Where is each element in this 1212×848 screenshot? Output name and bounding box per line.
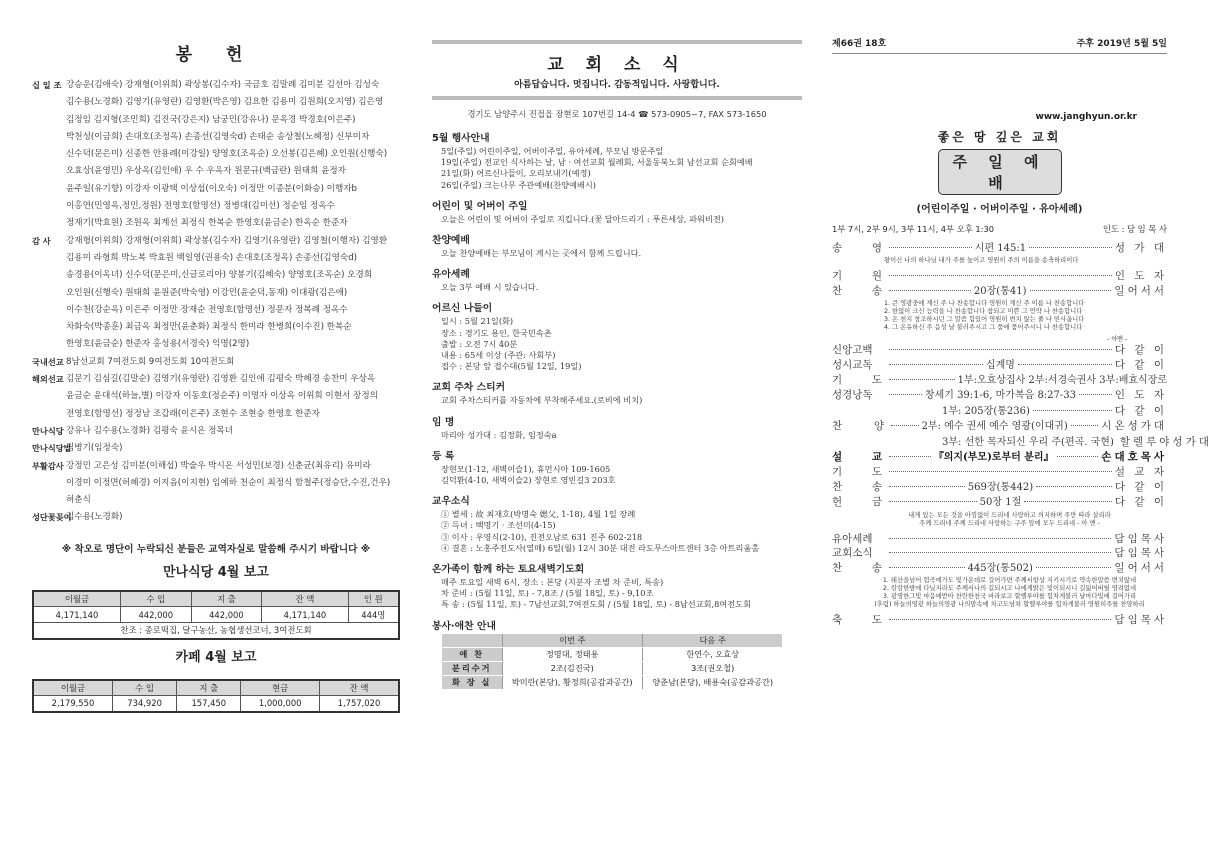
order-label-part: 성시교독	[832, 358, 873, 371]
order-content: 3부: 선한 목자되신 우리 주(편곡. 국현)	[942, 436, 1114, 448]
section-line: ② 득녀 : 백명기 · 조선미(4-15)	[441, 520, 556, 531]
report-header: 잔 액	[262, 591, 348, 607]
news-section	[432, 300, 802, 372]
order-item-prayer1	[832, 269, 1167, 283]
order-label	[832, 495, 886, 509]
order-of-worship	[832, 241, 1212, 627]
order-label	[832, 419, 888, 433]
order-label-part: 송	[871, 561, 882, 574]
section-heading: 어린이 및 어버이 주일	[432, 200, 528, 212]
dotted-leader	[1071, 425, 1099, 426]
offering-names-line: 정재기(박효원) 조원옥 최계선 최정식 한복순 한영호(윤금순) 한옥순 한준자	[66, 218, 348, 229]
order-label-part: 송	[871, 480, 882, 493]
offering-names-line: 박천성(이금희) 손대호(조정옥) 손종선(김영숙d) 손태순 송상철(노혜정) 신부미자	[66, 131, 370, 142]
order-performer: 다 같 이	[1114, 404, 1167, 417]
offering-names-line: 이홍연(민영옥,정민,정원) 전영호(함명선) 정병대(김미선) 정순임 정옥수	[66, 201, 335, 212]
church-website[interactable]: www.janghyun.or.kr	[1035, 112, 1137, 122]
dotted-leader	[889, 456, 931, 457]
report-header: 지 출	[191, 591, 262, 607]
dotted-leader	[889, 567, 965, 568]
offering-names	[66, 509, 123, 526]
offering-group	[32, 354, 400, 371]
order-label	[832, 343, 886, 357]
offering-category: 해외선교	[32, 374, 64, 385]
dotted-leader	[889, 290, 971, 291]
offering-group	[32, 458, 400, 510]
order-content: 50장 1절	[979, 497, 1022, 509]
offering-names-line: 김용미 라형희 박노복 박효원 백일영(권용숙) 손대호(조정옥) 손종선(김영숙d)	[66, 252, 358, 263]
divider	[432, 96, 802, 100]
section-heading: 온가족이 함께 하는 토요새벽기도회	[432, 564, 585, 576]
offering-names	[66, 77, 387, 233]
order-label-part: 유아세례	[832, 532, 873, 545]
order-label-part: 기	[832, 374, 843, 387]
offering-names-line: 송경용(이옥녀) 신수덕(문은미,신글로리아) 양봉기(김혜숙) 양영호(조옥순) 오경희	[66, 270, 373, 281]
report-value: 442,000	[120, 607, 191, 623]
order-performer: 다 같 이	[1114, 358, 1167, 371]
news-section	[432, 266, 802, 293]
order-performer: 담임목사	[1114, 532, 1167, 545]
dotted-leader	[1024, 501, 1112, 502]
offering-group	[32, 509, 400, 526]
church-address: 경기도 남양주시 진접읍 장현로 107번길 14-4 ☎ 573-0905~7, FAX 573-1650	[467, 109, 767, 119]
news-section	[432, 198, 802, 225]
order-performer: 다 같 이	[1114, 496, 1168, 509]
order-label-part: 신앙고백	[832, 344, 873, 357]
news-sections	[432, 130, 802, 611]
section-heading: 찬양예배	[432, 235, 470, 247]
section-line: 5일(주일) 어린이주일, 어버이주일, 유아세례, 부모님 방문주일	[441, 146, 664, 156]
report-header: 지 출	[177, 680, 241, 696]
worship-subtitle: (어린이주일 · 어버이주일 · 유아세례)	[916, 204, 1083, 215]
cover-column	[832, 36, 1212, 627]
manna-report-table	[32, 590, 400, 640]
report-header: 수 입	[112, 680, 176, 696]
section-line: 김덕환(4-10, 새벽이슬2) 장현로 영빈길3 203호	[441, 475, 616, 486]
dotted-leader	[889, 247, 972, 248]
lyric-line: (후렴) 하늘의영광 하늘의영광 나의맘속에 차고도넘쳐 할렐루야를 힘차게불러 영원히주를 찬양하리	[874, 600, 1145, 608]
report-value: 444명	[348, 607, 399, 623]
order-item-hymn3	[832, 561, 1167, 576]
service-cell: 분리수거	[442, 662, 502, 676]
offering-names-line: 오효상(윤영민) 우상옥(김인애) 우 수 우옥자 원문규(백금란) 원태희 윤정자	[66, 166, 346, 177]
issue-date: 주후 2019년 5월 5일	[1076, 39, 1167, 49]
section-line: 26일(주일) 크는나무 주관예배(찬양예배시)	[441, 179, 596, 190]
service-header	[442, 634, 502, 648]
section-line: 매주 토요일 새벽 6시, 장소 : 본당 (지분자 조별 차 준비, 특송)	[441, 577, 664, 588]
order-content: 1부:오효상집사 2부:서경숙권사 3부:배효식장로	[957, 375, 1167, 387]
dotted-leader	[889, 619, 1111, 620]
lyric-line: 1. 태산을넘어 험곡에가도 빛가운데로 걸어가면 주께서항상 지키시기로 약속한말씀 변치않네	[882, 576, 1137, 584]
order-label	[832, 450, 886, 464]
offering-group	[32, 233, 400, 354]
order-label-part: 성경낭독	[832, 389, 873, 402]
lyric-line: 3. 광명한그빛 마음에받아 찬란한천국 바라보고 할렐루야를 힘차게불러 날마다빛에 걸어가리	[882, 592, 1137, 600]
order-label-part: 기	[832, 466, 843, 479]
order-label	[832, 480, 886, 494]
section-heading: 유아세례	[432, 269, 470, 281]
section-line: 출발 : 오전 7시 40분	[441, 338, 518, 349]
order-item-call	[832, 241, 1167, 256]
order-performer: 할렐루야성가대	[1119, 435, 1212, 448]
order-label-part: 송	[832, 242, 843, 254]
offering-names	[66, 423, 233, 440]
section-line: 차 준비 : (5월 11일, 토) - 7,8조 / (5월 18일, 토) - 9,10조	[441, 588, 654, 599]
offering-names-line: 신수덕(문은미) 신종한 안용례(이강일) 양영호(조옥순) 오선봉(김은혜) 오인원(신행숙)	[66, 149, 388, 160]
section-heading: 교회 주차 스티커	[432, 382, 506, 394]
order-label	[832, 284, 886, 298]
service-times: 1부 7시, 2부 9시, 3부 11시, 4부 오후 1:30	[832, 224, 995, 234]
offering-names-line: 전영호(함명선) 정정남 조갑래(이은주) 조현수 조현승 한영호 한준자	[66, 408, 320, 419]
service-cell: 박미란(본당), 황정희(공감과공간)	[502, 676, 642, 690]
section-line: 장소 : 경기도 용인, 한국민속촌	[441, 327, 552, 338]
order-content: 2부: 예수 권세 예수 영광(이대귀)	[921, 421, 1068, 433]
order-label	[832, 373, 886, 387]
issue-header	[832, 36, 1167, 54]
order-label	[832, 546, 886, 560]
section-heading: 등 록	[432, 450, 455, 462]
news-column	[432, 40, 802, 697]
lyric-line: 1. 큰 영광중에 계신 주 나 찬송합니다 영원히 계신 주 이름 나 찬송합니다	[884, 300, 1085, 308]
report-value: 4,171,140	[262, 607, 348, 623]
order-label-part: 원	[871, 270, 882, 283]
lyric-line: 주께 드리네 주께 드리네 사랑하는 구주 앞에 모두 드리네 - 아 멘 -	[919, 519, 1100, 527]
service-row	[442, 676, 782, 690]
order-performer: 성 가 대	[1114, 242, 1167, 254]
offering-category: 십 일 조	[32, 80, 62, 90]
section-heading: 5월 행사안내	[432, 133, 490, 144]
dotted-leader	[889, 501, 977, 502]
order-item-baptism	[832, 532, 1167, 546]
order-item-hymn1	[832, 284, 1167, 299]
report-value: 734,920	[112, 696, 176, 712]
service-cell: 정명대, 정태용	[502, 648, 642, 662]
order-performer: 시온성가대	[1101, 420, 1168, 433]
dotted-leader	[889, 364, 983, 365]
order-content: 20장(통41)	[973, 285, 1027, 297]
order-item-prayer2	[832, 373, 1167, 388]
dotted-leader	[1036, 486, 1112, 487]
service-row	[442, 648, 782, 662]
order-performer: 인 도 자	[1114, 389, 1168, 402]
report-header: 이월금	[33, 591, 120, 607]
service-times-row	[832, 223, 1167, 235]
section-line: ① 별세 : 故 최재호(박명숙 媤父, 1-18), 4월 1일 장례	[441, 509, 636, 520]
dotted-leader	[1029, 247, 1112, 248]
section-line: 21일(화) 어르신나들이, 오리보내기(예정)	[441, 168, 591, 179]
offering-names-line: 윤주일(유기향) 이강자 이광택 이상섭(이오숙) 이정만 이종분(이화승) 이행자b	[66, 183, 358, 194]
section-heading: 봉사·애찬 안내	[432, 620, 496, 632]
hymn-lyrics	[832, 300, 1167, 332]
dotted-leader	[889, 486, 965, 487]
dotted-leader	[891, 425, 919, 426]
order-performer: 담임목사	[1114, 547, 1167, 560]
lyric-line: 4. 그 온유하신 주 음성 날 불러주시고 그 품에 품어주시니 나 찬송합니다	[884, 324, 1083, 332]
report-value: 4,171,140	[33, 607, 120, 623]
offering-category: 만나식당	[32, 425, 64, 436]
section-line: 특 송 : (5월 11일, 토) - 7남선교회,7여전도회 / (5월 18일, 토) - 8남선교회,8여전도회	[441, 599, 751, 610]
news-section	[432, 414, 802, 441]
manna-report-title: 만나식당 4월 보고	[162, 564, 269, 580]
order-item-announce	[832, 546, 1167, 560]
volume-number: 제66권 18호	[832, 39, 887, 49]
order-performer: 다 같 이	[1114, 480, 1167, 493]
order-label	[832, 241, 886, 255]
offering-column	[32, 40, 400, 713]
service-cell: 한연수, 오효상	[642, 648, 782, 662]
order-label-part: 교회소식	[832, 547, 873, 560]
dotted-leader	[1018, 364, 1112, 365]
lyric-line: 3. 온 천지 창조하시던 그 말씀 힘있어 영원히 변치 않는 줄 나 믿사옵니다	[884, 316, 1085, 324]
order-label-part: 금	[871, 496, 882, 509]
order-label-part: 헌	[832, 496, 843, 509]
offering-group	[32, 423, 400, 440]
offering-category: 부활감사	[32, 460, 64, 471]
service-cell: 2조(김진국)	[502, 662, 642, 676]
lyric-line: 내게 있는 모든 것을 아낌없이 드리네 사랑하고 의지하며 주만 따라 살리라	[908, 511, 1111, 519]
dotted-leader	[1079, 394, 1112, 395]
order-label	[832, 465, 886, 479]
section-line: 오늘 찬양예배는 부모님이 계시는 곳에서 함께 드립니다.	[441, 248, 642, 259]
offering-list	[32, 77, 400, 527]
order-item-creed	[832, 343, 1167, 357]
news-subtitle: 아름답습니다. 멋집니다. 감동적입니다. 사랑합니다.	[514, 80, 720, 90]
dotted-leader	[889, 538, 1111, 539]
manna-report-note: 찬조 : 종로떡집, 달구농산, 농협생선코너, 3여전도회	[33, 623, 399, 639]
offering-names-line: 강유나 김수용(노경화) 김평숙 윤시온 정목녀	[66, 425, 234, 436]
section-heading: 교우소식	[432, 496, 470, 508]
offering-names-line: 이수천(강순옥) 이은주 이정만 장재순 전영호(함명선) 정문자 정복례 정옥수	[66, 304, 348, 315]
report-value: 1,757,020	[319, 696, 399, 712]
order-label-part: 송	[871, 284, 882, 297]
offering-names-line: 윤금순 윤대석(하늘,별) 이강자 이동호(정순주) 이명자 이상옥 이위희 이현서 장정의	[66, 391, 378, 402]
order-performer: 일어서서	[1114, 284, 1167, 297]
order-performer: 다 같 이	[1114, 344, 1167, 357]
order-label-part: 찬	[832, 284, 843, 297]
section-line: 오늘은 어린이 및 어버이 주일로 지킵니다.(꽃 달아드리기 : 푸른세상, 파워비전)	[441, 213, 724, 224]
order-content: 『의지(부모)로부터 분리』	[933, 452, 1054, 464]
order-performer: 일어서서	[1114, 561, 1167, 574]
order-label-part: 찬	[832, 480, 843, 493]
section-line: ③ 이사 : 우영식(2-10), 진전오남로 631 진주 602-218	[441, 531, 643, 542]
offering-names	[66, 458, 390, 510]
order-item-hymn2	[832, 480, 1167, 495]
report-header: 현금	[241, 680, 320, 696]
offering-names-line: 김수용(노경화)	[66, 512, 123, 523]
order-item-responsive	[832, 358, 1167, 373]
report-header: 인 원	[348, 591, 399, 607]
offering-names-line: 김수용(노경화) 김영기(유영란) 김영환(박은영) 김요한 김용미 김원희(오지영) 김은영	[66, 97, 384, 108]
order-item-scripture	[832, 388, 1167, 403]
omission-notice: ※ 착오로 명단이 누락되신 분들은 교역자실로 말씀해 주시기 바랍니다 ※	[61, 543, 371, 555]
order-content: 1부: 205장(통236)	[942, 405, 1030, 417]
section-line: 일시 : 5월 21일(화)	[441, 316, 514, 327]
service-cell: 애 찬	[442, 648, 502, 662]
order-item-benediction	[832, 613, 1167, 627]
news-section	[432, 448, 802, 486]
verse-note: 왕이신 나의 하나님 내가 주를 높이고 영원히 주의 이름을 송축하리이다	[884, 257, 1079, 265]
order-label-part: 도	[871, 613, 882, 626]
order-label	[832, 532, 886, 546]
cafe-report-table	[32, 679, 400, 713]
news-section	[432, 379, 802, 406]
divider	[432, 40, 802, 44]
order-label-part: 양	[873, 420, 884, 433]
order-label-part: 영	[871, 242, 882, 254]
order-label	[832, 269, 886, 283]
lyric-line: 2. 한없이 크신 능력을 나 찬송합니다 참되고 미쁜 그 언약 나 찬송합니다	[884, 308, 1083, 316]
offering-group	[32, 440, 400, 457]
report-header: 이월금	[33, 680, 112, 696]
amen-text: - 아멘 -	[1107, 336, 1127, 344]
news-section	[432, 493, 802, 554]
section-line: ④ 결혼 : 노홍주전도사(열매) 6일(월) 12시 30분 대전 라도무스아트센터 3층 아트리움홀	[441, 542, 760, 553]
offering-category: 국내선교	[32, 356, 64, 367]
service-table	[442, 634, 782, 691]
dotted-leader	[889, 394, 922, 395]
news-section	[432, 232, 802, 259]
offering-category: 성단꽃꽂이	[32, 512, 72, 523]
report-value: 1,000,000	[241, 696, 320, 712]
news-title: 교 회 소 식	[547, 55, 687, 75]
order-content: 창세기 39:1-6, 마가복음 8:27-33	[924, 390, 1076, 402]
offering-names	[66, 440, 123, 457]
report-value: 157,450	[177, 696, 241, 712]
hymn-lyrics	[832, 512, 1167, 528]
order-label-part: 찬	[832, 561, 843, 574]
order-label-part: 기	[832, 270, 843, 283]
offering-names-line: 김문기 김심길(김말순) 김영기(유영란) 김영환 김인애 김평숙 박혜경 송찬미 우상옥	[66, 374, 376, 385]
order-item-prayer3	[832, 465, 1167, 479]
order-label-part: 도	[871, 466, 882, 479]
order-performer: 담임목사	[1114, 613, 1167, 626]
news-section	[432, 130, 802, 191]
dotted-leader	[889, 379, 955, 380]
service-section	[432, 618, 802, 691]
order-performer: 손대호목사	[1101, 451, 1168, 464]
offering-group	[32, 371, 400, 423]
offering-names	[66, 233, 387, 354]
offering-category: 감 사	[32, 235, 51, 246]
order-label-part: 도	[871, 374, 882, 387]
section-heading: 임 명	[432, 416, 455, 428]
offering-names-line: 한영호(윤금순) 한준자 홍성용(서경숙) 익명(2명)	[66, 339, 250, 350]
dotted-leader	[889, 471, 1112, 472]
service-header: 다음 주	[642, 634, 782, 648]
section-line: 내용 : 65세 이상 (주관: 사회부)	[441, 350, 556, 361]
order-label	[832, 388, 886, 402]
section-line: 19일(주일) 전교인 식사하는 날, 남 · 여선교회 월례회, 서울동북노회 남선교회 순회예배	[441, 157, 753, 168]
section-line: 오늘 3부 예배 시 있습니다.	[441, 282, 539, 293]
offering-names	[66, 354, 234, 371]
order-label	[832, 561, 886, 575]
offering-names-line: 허춘식	[66, 495, 91, 506]
order-label-part: 찬	[832, 420, 843, 433]
dotted-leader	[1030, 290, 1112, 291]
service-cell: 화 장 실	[442, 676, 502, 690]
section-line: 접수 : 본당 앞 접수대(5월 12일, 19일)	[441, 361, 582, 372]
order-content: 시편 145:1	[974, 243, 1027, 254]
offering-names-line: 강재형(이위희) 강재형(이위희) 곽상봉(김수자) 김영기(유영란) 김영철(이행자) 김영환	[66, 235, 388, 246]
offering-names-line: 김병기(임정숙)	[66, 443, 123, 454]
order-label	[832, 613, 886, 627]
order-label-part: 축	[832, 613, 843, 626]
offering-names-line: 강승운(김애숙) 강재형(이위희) 곽상봉(김수자) 국금호 김말례 김미분 김선아 김성숙	[66, 80, 380, 90]
news-section	[432, 561, 802, 611]
report-value: 442,000	[191, 607, 262, 623]
offering-category: 만나식당밭	[32, 443, 72, 454]
section-line: 마리아 성가대 : 김정화, 임정숙a	[441, 429, 557, 440]
section-line: 교회 주차스티커를 자동차에 부착해주세요.(로비에 비치)	[441, 395, 643, 406]
hymn-lyrics	[832, 577, 1167, 609]
service-leader: 인도 : 담 임 목 사	[1102, 224, 1167, 234]
section-line: 장현모(1-12, 새벽이슬1), 휴먼시아 109-1605	[441, 463, 611, 474]
dotted-leader	[1036, 567, 1112, 568]
report-header: 잔 액	[319, 680, 399, 696]
offering-names-line: 오인원(신행숙) 원태희 윤원준(박숙영) 이강민(윤순덕,동재) 이대광(김은애)	[66, 287, 348, 298]
offering-names-line: 차화숙(박종훈) 최금옥 최정만(윤춘화) 최정식 한미라 한병희(이수진) 한복순	[66, 322, 352, 333]
order-item-praise	[832, 404, 1167, 419]
service-header: 이번 주	[502, 634, 642, 648]
dotted-leader	[1057, 456, 1099, 457]
report-header: 수 입	[120, 591, 191, 607]
offering-names-line: 이경미 이정면(허혜경) 이지음(이지현) 임예하 천순이 최정식 함철주(정승단,수진,건우)	[66, 477, 391, 488]
order-content: 십계명	[985, 359, 1015, 371]
order-content: 569장(통442)	[967, 481, 1034, 493]
dotted-leader	[1033, 410, 1112, 411]
dotted-leader	[889, 349, 1112, 350]
offering-names-line: 강정민 고은성 김미분(이해섭) 박술우 박시온 서성민(보경) 신춘균(최유리) 유미라	[66, 460, 371, 471]
offering-title: 봉 헌	[175, 45, 257, 65]
order-item-sermon	[832, 450, 1167, 465]
dotted-leader	[889, 552, 1111, 553]
order-item-praise	[832, 435, 1212, 450]
service-row	[442, 662, 782, 676]
dotted-leader	[889, 275, 1112, 276]
order-content: 445장(통502)	[967, 562, 1033, 574]
order-label-part: 설	[832, 451, 843, 464]
order-label-part: 교	[871, 451, 882, 464]
lyric-line: 2. 캄캄한밤에 다닐지라도 주께서나의 길되시고 나에게밝은 빛이되시니 길잃어버릴 염려없네	[882, 584, 1137, 592]
order-performer: 인 도 자	[1114, 270, 1167, 283]
order-performer: 설 교 자	[1114, 466, 1167, 479]
order-label	[832, 358, 886, 372]
church-slogan: 좋은 땅 깊은 교회	[937, 130, 1062, 144]
report-value: 2,179,550	[33, 696, 112, 712]
worship-title: 주 일 예 배	[938, 149, 1062, 195]
order-item-offering	[832, 495, 1167, 510]
section-heading: 어르신 나들이	[432, 303, 493, 315]
offering-names	[66, 371, 378, 423]
offering-group	[32, 77, 400, 233]
cafe-report-title: 카페 4월 보고	[175, 649, 257, 665]
offering-names-line: 8남선교회 7여전도회 9여전도회 10여전도회	[66, 356, 235, 367]
service-cell: 3조(권오철)	[642, 662, 782, 676]
offering-names-line: 김정임 김지형(조민희) 김진국(강은지) 남궁민(강유나) 문옥경 박경호(이은주)	[66, 114, 356, 125]
order-item-praise	[832, 419, 1167, 434]
service-cell: 양춘남(본당), 배용숙(공감과공간)	[642, 676, 782, 690]
